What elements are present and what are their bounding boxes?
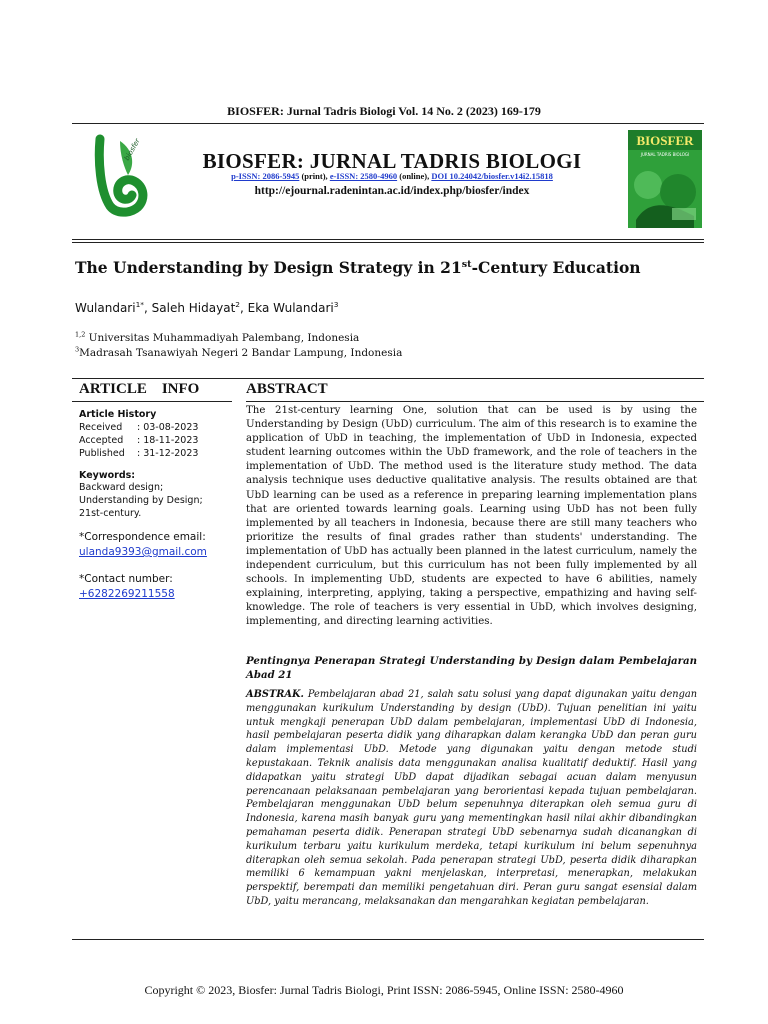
running-header: BIOSFER: Jurnal Tadris Biologi Vol. 14 No. 2 (2023) 169-179 [227,104,541,118]
copyright-footer: Copyright © 2023, Biosfer: Jurnal Tadris Biologi, Print ISSN: 2086-5945, Online ISSN: 2580-4960 [144,983,624,997]
history-value: : 31-12-2023 [137,448,199,459]
article-info-rule [72,401,232,402]
header-bottom-rule [72,239,704,240]
cover-subtitle: JURNAL TADRIS BIOLOGI [640,152,690,157]
abstract-heading: ABSTRACT [246,381,328,397]
indonesian-title: Pentingnya Penerapan Strategi Understanding by Design dalam Pembelajaran Abad 21 [246,655,697,681]
logo-wordmark: biosfer [122,137,142,162]
title-main: The Understanding by Design Strategy in 21 [75,258,462,277]
correspondence-email-label: *Correspondence email: [79,531,206,543]
article-info-heading: ARTICLE INFO [79,381,200,397]
title-superscript: st [461,258,472,270]
pissn-suffix: (print), [299,171,330,181]
author-3: Eka Wulandari$^3$ [247,300,339,315]
history-value: : 03-08-2023 [137,422,199,433]
contact-number-label: *Contact number: [79,573,173,585]
section-bottom-rule [72,939,704,940]
keyword: Backward design; [79,482,164,493]
article-info-panel [79,409,239,602]
article-history [79,421,239,460]
header-bottom-rule-2 [72,242,704,243]
history-label: Accepted [79,435,124,446]
keyword: 21st-century. [79,508,142,519]
author-list [75,301,338,315]
journal-url[interactable]: http://ejournal.radenintan.ac.id/index.php/biosfer/index [254,185,530,197]
article-history-heading: Article History [79,409,157,420]
contact-number-link[interactable]: +6282269211558 [79,588,175,600]
header-top-rule [72,123,704,124]
journal-issn-line [160,171,624,181]
keyword: Understanding by Design; [79,495,203,506]
abstrak-text: Pembelajaran abad 21, salah satu solusi yang dapat digunakan yaitu dengan menggunakan kurikulum Understanding by design (UbD). Tujuan penelitian ini yaitu untuk mengkaji penerapan UbD dalam pembelajaran, implementasi UbD di Indonesia, hasil pembelajaran peserta didik yang diharapkan dalam kerangka UbD dan peran guru dalam implementasi UbD. Metode yang digunakan yaitu dengan metode studi kepustakaan. Teknik analisis data menggunakan analisa kualitatif deduktif. Hasil yang didapatkan yaitu strategi UbD dapat dijadikan sebagai acuan dalam menyusun perencanaan pelaksanaan pembelajaran yang berorientasi kepada tujuan pembelajaran. Pembelajaran menggunakan UbD belum sepenuhnya diterapkan oleh semua guru di Indonesia, karena masih banyak guru yang mementingkan hasil nilai akhir dibandingkan pemahaman peserta didik. Penerapan strategi UbD sebenarnya sudah dicanangkan di kurikulum terbaru yaitu kurikulum merdeka, tetapi kurikulum ini belum sepenuhnya diterapkan oleh semua sekolah. Pada penerapan strategi UbD, peserta didik diharapkan memiliki 6 kemampuan yakni menjelaskan, interpretasi, menerapkan, melakukan perspektif, berempati dan memiliki pengetahuan diri. Peran guru sangat esensial dalam UbD, yaitu merancang, melaksanakan dan mengarahkan kegiatan pembelajaran. [246,689,697,907]
keywords-heading: Keywords: [79,470,136,481]
history-label: Published [79,448,125,459]
pissn-link[interactable]: p-ISSN: 2086-5945 [231,171,300,181]
doi-link[interactable]: DOI 10.24042/biosfer.v14i2.15818 [431,171,553,181]
affiliation-2: $^3$Madrasah Tsanawiyah Negeri 2 Bandar Lampung, Indonesia [75,345,403,359]
journal-cover-thumbnail [628,130,702,228]
cover-title: BIOSFER [636,133,694,148]
journal-logo [90,131,156,223]
eissn-link[interactable]: e-ISSN: 2580-4960 [329,171,398,181]
abstract-text: The 21st-century learning One, solution that can be used is by using the Understanding by Design (UbD) curriculum. The aim of this research is to examine the application of UbD in teaching, the implementation of UbD in Indonesia, expected student learning outcomes within the UbD framework, and the role of teachers in the implementation of UbD. The method used is the literature study method. The data analysis technique uses deductive qualitative analysis. The results obtained are that UbD learning can be used as a reference in preparing learning implementation plans that are oriented towards learning goals. Learning using UbD has not been fully implemented by all teachers in Indonesia, because there are still many teachers who prioritize the results of final grades rather than students' understanding. The implementation of UbD has actually been planned in the latest curriculum, namely the independent curriculum, but this curriculum has not been fully implemented by all schools. In implementing UbD, students are expected to have 6 abilities, namely explaining, interpreting, applying, taking a perspective, empathizing and having self-knowledge. The role of teachers is very essential in UbD, which involves designing, implementing, and directing learning activities. [246,405,697,628]
abstrak-paragraph [246,688,697,909]
section-top-rule [72,378,704,379]
abstract-rule [246,401,704,402]
journal-title: BIOSFER: JURNAL TADRIS BIOLOGI [202,149,582,173]
history-label: Received [79,422,123,433]
eissn-suffix: (online), [397,171,432,181]
correspondence-email-link[interactable]: ulanda9393@gmail.com [79,546,207,558]
title-end: -Century Education [471,258,641,277]
history-value: : 18-11-2023 [137,435,199,446]
author-1: Wulandari$^{1*}$, [75,300,152,315]
abstrak-label: ABSTRAK. [246,689,304,700]
affiliation-1: $^{1,2}$ Universitas Muhammadiyah Palembang, Indonesia [75,330,360,344]
paper-title [75,258,705,277]
author-2: Saleh Hidayat$^2$, [151,300,248,315]
